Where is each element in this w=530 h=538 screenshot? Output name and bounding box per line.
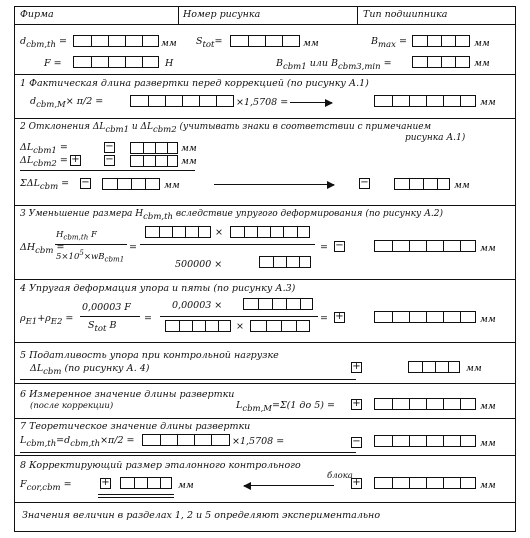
s4-f-box[interactable] xyxy=(243,298,313,310)
s5-sign[interactable]: + xyxy=(352,361,361,372)
s1-result-box[interactable] xyxy=(374,95,476,107)
s4-title: 4 Упругая деформация упора и пяты (по рисунку А.3) xyxy=(20,283,296,294)
input-s-unit: мм xyxy=(303,38,319,49)
s4-den: $S_{tot}$ B xyxy=(88,320,117,334)
s3-const: 500000 × xyxy=(175,259,223,270)
s4-result-box[interactable] xyxy=(374,311,476,323)
s4-coef: 0,00003 × xyxy=(172,300,223,311)
s3-eq2: = xyxy=(320,242,328,253)
s3-lhs: $\Delta H_{cbm}$ = xyxy=(20,242,65,256)
s2-arrow xyxy=(214,184,334,185)
s4-lhs: $\rho_{E1}+\rho_{E2}$ = xyxy=(20,313,74,327)
s2-title: 2 Отклонения $\Delta L_{cbm1}$ и $\Delta L_{cbm2}$ (учитывать знаки в соответствии с примечанием xyxy=(20,122,432,135)
s8-underline-1 xyxy=(98,494,174,495)
s1-factor: ×1,5708 = xyxy=(236,97,289,108)
s2-l2-sign-box[interactable]: − xyxy=(105,154,114,165)
input-f-label: F = xyxy=(44,58,62,69)
input-s-box[interactable] xyxy=(230,35,300,47)
s5-title: 5 Податливость упора при контрольной нагрузке xyxy=(20,350,279,361)
s6-unit: мм xyxy=(480,401,496,412)
s8-unit: мм xyxy=(178,480,194,491)
s8-right-box[interactable] xyxy=(374,477,476,489)
input-s-label: $S_{tot}=$ xyxy=(196,36,223,50)
s4-main-fraction-line xyxy=(160,316,318,317)
s2-l1-sign-box[interactable]: − xyxy=(105,141,114,152)
header-divider-1 xyxy=(178,6,179,24)
s6-sign[interactable]: + xyxy=(352,398,361,409)
s6-result-box[interactable] xyxy=(374,398,476,410)
s3-times: × xyxy=(215,227,223,238)
s3-bottom-line xyxy=(14,279,516,280)
s3-f-box[interactable] xyxy=(230,226,310,238)
s4-b-box[interactable] xyxy=(250,320,310,332)
s1-d-box[interactable] xyxy=(130,95,234,107)
s2-l1-box[interactable] xyxy=(130,142,178,154)
s7-factor: ×1,5708 = xyxy=(232,436,285,447)
input-f-box[interactable] xyxy=(73,56,159,68)
s2-sum-sign[interactable]: − xyxy=(81,177,90,188)
s3-eq: = xyxy=(129,242,137,253)
s3-den: $5\times 10^5\times wB_{cbm1}$ xyxy=(56,248,125,264)
input-d-box[interactable] xyxy=(73,35,159,47)
s2-l1-unit: мм xyxy=(181,143,197,154)
s7-bottom-line xyxy=(14,455,516,456)
s2-sum-box[interactable] xyxy=(102,178,160,190)
input-f-unit: Н xyxy=(165,58,174,69)
s3-b-box[interactable] xyxy=(259,256,311,268)
footer-note: Значения величин в разделах 1, 2 и 5 определяют экспериментально xyxy=(22,510,381,521)
s1-unit: мм xyxy=(480,97,496,108)
header-divider-2 xyxy=(357,6,358,24)
s3-sign[interactable]: − xyxy=(335,240,344,251)
s5-underline xyxy=(20,379,356,380)
s8-sign[interactable]: + xyxy=(101,477,110,488)
s2-l2-box[interactable] xyxy=(130,155,178,167)
s2-sum-label: $\Sigma\Delta L_{cbm}$ = xyxy=(20,178,70,192)
s4-unit: мм xyxy=(480,314,496,325)
input-d-label: $d_{cbm,th}$ = xyxy=(20,36,67,50)
s7-unit: мм xyxy=(480,438,496,449)
s2-title-cont: рисунка А.1) xyxy=(405,133,466,143)
s1-bottom-line xyxy=(14,118,516,119)
s7-formula: $L_{cbm,th}=d_{cbm,th}\times\pi/2$ = xyxy=(20,435,135,449)
s8-result-box[interactable] xyxy=(120,477,172,489)
s4-num: 0,00003 F xyxy=(82,302,131,313)
s8-right-sign[interactable]: + xyxy=(352,477,361,488)
header-firm: Фирма xyxy=(20,9,54,20)
s5-unit: мм xyxy=(466,363,482,374)
s4-eq2: = xyxy=(320,313,328,324)
s8-title-cont: блока xyxy=(327,471,353,481)
s2-result-sign[interactable]: − xyxy=(360,177,369,188)
s2-bottom-line xyxy=(14,205,516,206)
s6-bottom-line xyxy=(14,418,516,419)
inputs-bottom-line xyxy=(14,74,516,75)
input-bcbm-label: $B_{cbm1}$ или $B_{cbm3,min}$ = xyxy=(276,58,392,72)
s3-title: 3 Уменьшение размера $H_{cbm,th}$ вследствие упругого деформирования (по рисунку А.2) xyxy=(20,209,444,222)
s3-h-box[interactable] xyxy=(145,226,211,238)
s8-right-unit: мм xyxy=(480,480,496,491)
input-bcbm-box[interactable] xyxy=(412,56,470,68)
s2-l2-unit: мм xyxy=(181,156,197,167)
s7-sign[interactable]: − xyxy=(352,436,361,447)
s6-title: 6 Измеренное значение длины развертки xyxy=(20,389,235,400)
s5-title2: $\Delta L_{cbm}$ (по рисунку А. 4) xyxy=(30,363,150,377)
s1-arrow xyxy=(290,102,332,103)
s2-sum-underline xyxy=(20,170,195,171)
s4-s-box[interactable] xyxy=(165,320,231,332)
s1-formula: $d_{cbm,M}\times \pi/2$ = xyxy=(30,96,104,110)
s6-formula: $L_{cbm,M}=\Sigma(1$ до 5) = xyxy=(236,400,335,414)
s3-result-box[interactable] xyxy=(374,240,476,252)
input-bmax-box[interactable] xyxy=(412,35,470,47)
header-bearing-type: Тип подшипника xyxy=(363,9,448,20)
s2-l2-label: $\Delta L_{cbm2}$ = xyxy=(20,155,68,169)
s4-sign[interactable]: + xyxy=(335,311,344,322)
s2-l1-label: $\Delta L_{cbm1}$ = xyxy=(20,142,68,156)
s7-underline xyxy=(20,452,356,453)
s1-title: 1 Фактическая длина развертки перед коррекцией (по рисунку А.1) xyxy=(20,78,369,89)
s8-arrow xyxy=(244,485,334,486)
s3-num: $H_{cbm,th}$ F xyxy=(56,230,97,242)
s2-result-box[interactable] xyxy=(394,178,450,190)
input-bmax-unit: мм xyxy=(474,38,490,49)
s2-sum-unit: мм xyxy=(164,180,180,191)
s4-eq: = xyxy=(144,313,152,324)
s4-bottom-line xyxy=(14,342,516,343)
s7-d-box[interactable] xyxy=(142,434,230,446)
s3-unit: мм xyxy=(480,243,496,254)
s4-times: × xyxy=(236,321,244,332)
input-bmax-label: $B_{max}$ = xyxy=(371,36,407,50)
s2-l2-sign-plus[interactable]: + xyxy=(71,154,80,165)
s5-bottom-line xyxy=(14,383,516,384)
s7-result-box[interactable] xyxy=(374,435,476,447)
s3-main-fraction-line xyxy=(140,244,315,245)
s8-title: 8 Корректирующий размер эталонного контрольного xyxy=(20,460,301,471)
input-bcbm-unit: мм xyxy=(474,58,490,69)
s8-formula: $F_{cor,cbm}$ = xyxy=(20,479,72,493)
s8-bottom-line xyxy=(14,502,516,503)
s4-fraction-line xyxy=(80,316,140,317)
s2-result-unit: мм xyxy=(454,180,470,191)
s5-result-box[interactable] xyxy=(408,361,460,373)
input-d-unit: мм xyxy=(161,38,177,49)
s3-fraction-line xyxy=(55,244,127,245)
header-bottom-line xyxy=(14,24,516,25)
s8-underline-2 xyxy=(98,497,174,498)
s7-title: 7 Теоретическое значение длины развертки xyxy=(20,421,251,432)
header-figure-number: Номер рисунка xyxy=(183,9,261,20)
s6-title2: (после коррекции) xyxy=(30,401,114,411)
